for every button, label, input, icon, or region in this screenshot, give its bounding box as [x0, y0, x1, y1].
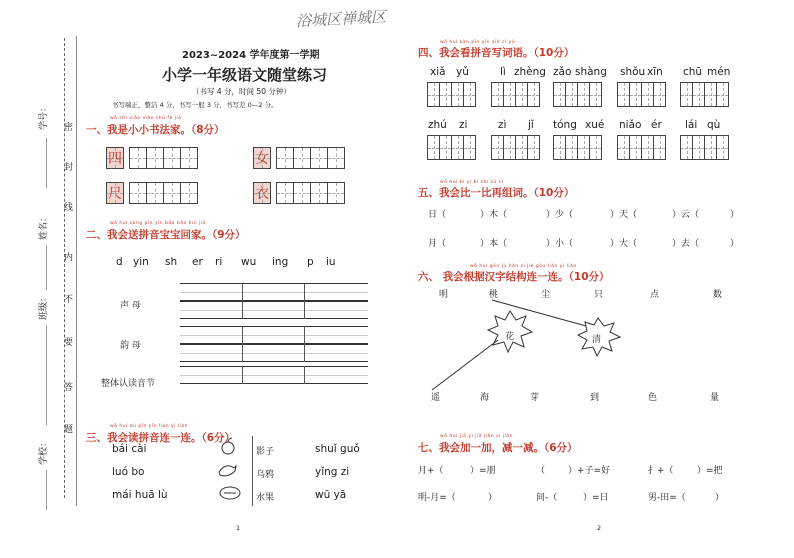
- handwritten-note: 浴城区禅城区: [295, 7, 387, 31]
- structure-char: 到: [590, 393, 600, 403]
- model-char: 衣: [255, 186, 269, 202]
- compare-item: ）: [730, 210, 740, 220]
- chinese-word: 影子: [256, 447, 275, 457]
- word-writing-grid[interactable]: [617, 82, 665, 107]
- math-word-item: ）: [488, 493, 498, 503]
- section-4-ruby: wǒ huì kàn pīn yīn xiě cí yǔ: [440, 40, 516, 45]
- writing-grid[interactable]: [253, 182, 344, 204]
- model-char: 女: [255, 151, 269, 167]
- section-5-ruby: wǒ huì bǐ yi bǐ zài zǔ cí: [440, 180, 504, 185]
- compare-item: ）天（: [610, 210, 638, 220]
- pinyin-word: shuǐ guǒ: [315, 443, 360, 455]
- student-number-label: 学号：: [39, 102, 49, 130]
- pinyin-syllable: shàng: [575, 66, 607, 78]
- seal-char: 内: [64, 253, 74, 263]
- section-1-ruby: wǒ shì xiǎo xiǎo shū fǎ jiā: [110, 116, 182, 121]
- section-2-heading: 二、我会送拼音宝宝回家。（9分）: [86, 229, 246, 241]
- school-year: 2023~2024 学年度第一学期: [182, 50, 320, 61]
- page-subtitle: （书写 4 分，时间 50 分钟）: [192, 87, 291, 96]
- word-writing-grid[interactable]: [553, 82, 601, 107]
- seal-char: 封: [64, 163, 74, 173]
- compare-item: 日（: [428, 210, 447, 220]
- structure-char: 只: [594, 290, 604, 300]
- structure-char: 色: [648, 393, 658, 403]
- compare-item: ）去（: [672, 239, 700, 249]
- section-2-ruby: wǒ huì sòng pīn yīn bǎo bǎo huí jiā: [110, 221, 206, 226]
- pinyin-word: wū yā: [315, 489, 347, 501]
- compare-item: 月（: [428, 239, 447, 249]
- pinyin-item: wu: [241, 256, 257, 268]
- word-writing-grid[interactable]: [427, 135, 475, 160]
- pinyin-item: sh: [165, 256, 178, 268]
- writing-grid[interactable]: [106, 182, 197, 204]
- connect-lines: [420, 296, 750, 400]
- structure-star-char: 清: [592, 335, 602, 345]
- pinyin-item: yin: [133, 256, 149, 268]
- pinyin-word: mái huā lù: [112, 489, 168, 501]
- seal-char: 答: [64, 383, 74, 393]
- math-word-item: （: [536, 466, 546, 476]
- scoring-note: 书写端正，整洁 4 分，书写一般 3 分，书写差 0—2 分。: [112, 101, 278, 109]
- pinyin-syllable: tóng: [553, 119, 577, 131]
- pinyin-syllable: chū: [683, 66, 703, 78]
- pinyin-syllable: zhú: [428, 119, 447, 131]
- pinyin-syllable: jǐ: [528, 119, 534, 131]
- math-word-item: 间-（: [536, 493, 558, 503]
- math-word-item: ）=把: [697, 466, 723, 476]
- word-writing-grid[interactable]: [553, 135, 601, 160]
- name-label: 姓名：: [39, 212, 49, 240]
- shadow-picture: [218, 484, 242, 506]
- seal-char: 题: [64, 425, 74, 435]
- math-word-item: ）=日: [583, 493, 609, 503]
- math-word-item: 月+（: [418, 466, 444, 476]
- math-word-item: 男-田=（: [648, 493, 686, 503]
- pinyin-syllable: lái: [685, 119, 698, 131]
- math-word-item: 扌+（: [648, 466, 674, 476]
- initials-answer-lines[interactable]: [180, 283, 368, 301]
- section-3-ruby: wǒ huì dú pīn yīn lián yi lián: [110, 424, 188, 429]
- finals-answer-lines[interactable]: [180, 344, 368, 362]
- word-writing-grid[interactable]: [617, 135, 665, 160]
- whole-syllables-label: 整体认读音节: [101, 379, 156, 389]
- pinyin-syllable: zǎo: [553, 66, 572, 78]
- math-word-item: 明-月=（: [418, 493, 456, 503]
- word-writing-grid[interactable]: [491, 82, 539, 107]
- compare-item: ）小（: [546, 239, 574, 249]
- school-label: 学校：: [39, 437, 49, 465]
- crow-picture: [216, 460, 238, 484]
- section-7-heading: 七、我会加一加，减一减。（6分）: [418, 442, 578, 454]
- page-title: 小学一年级语文随堂练习: [162, 66, 328, 84]
- math-word-item: ）=朋: [470, 466, 496, 476]
- section-1-heading: 一、我是小小书法家。（8分）: [86, 124, 225, 136]
- section-7-ruby: wǒ huì jiā yi jiā jiǎn yi jiǎn: [440, 434, 513, 439]
- pinyin-syllable: qù: [707, 119, 721, 131]
- structure-char: 尘: [541, 290, 551, 300]
- seal-char: 不: [64, 295, 74, 305]
- pinyin-syllable: zhèng: [514, 66, 546, 78]
- word-writing-grid[interactable]: [491, 135, 539, 160]
- pinyin-syllable: zì: [498, 119, 507, 131]
- structure-char: 桃: [489, 290, 499, 300]
- structure-char: 明: [439, 290, 449, 300]
- class-label: 班级：: [39, 292, 49, 320]
- word-writing-grid[interactable]: [680, 135, 728, 160]
- compare-item: ）云（: [672, 210, 700, 220]
- compare-item: ）少（: [546, 210, 574, 220]
- page-number: 1: [236, 524, 241, 532]
- whole-syllables-answer-lines[interactable]: [180, 366, 368, 384]
- pinyin-syllable: mén: [707, 66, 731, 78]
- structure-char: 芽: [530, 393, 540, 403]
- pinyin-syllable: yǔ: [456, 66, 469, 78]
- writing-grid[interactable]: [106, 147, 197, 169]
- chinese-word: 乌鸦: [256, 470, 275, 480]
- pinyin-syllable: ér: [651, 119, 662, 131]
- structure-char: 遥: [431, 393, 441, 403]
- seal-char: 线: [64, 203, 74, 213]
- structure-char: 点: [650, 290, 660, 300]
- structure-char: 海: [480, 393, 490, 403]
- word-writing-grid[interactable]: [680, 82, 728, 107]
- initials-answer-lines[interactable]: [180, 301, 368, 319]
- pinyin-item: er: [192, 256, 203, 268]
- model-char: 四: [108, 151, 122, 167]
- binding-solid-line: [76, 36, 77, 506]
- math-word-item: ）+子=好: [568, 466, 611, 476]
- pinyin-syllable: niǎo: [619, 119, 642, 131]
- pinyin-syllable: lì: [500, 66, 506, 78]
- pinyin-item: d: [116, 256, 123, 268]
- pinyin-item: p: [307, 256, 314, 268]
- structure-char: 量: [710, 393, 720, 403]
- seal-char: 要: [64, 338, 74, 348]
- pinyin-item: ri: [215, 256, 223, 268]
- model-char: 尺: [108, 186, 122, 202]
- pinyin-syllable: xué: [585, 119, 605, 131]
- pinyin-syllable: xīn: [647, 66, 663, 78]
- compare-item: ）本（: [480, 239, 508, 249]
- word-writing-grid[interactable]: [427, 82, 475, 107]
- seal-char: 密: [64, 123, 74, 133]
- compare-item: ）: [730, 239, 740, 249]
- pinyin-syllable: shǒu: [620, 66, 646, 78]
- structure-char: 数: [713, 290, 723, 300]
- finals-label: 韵 母: [120, 341, 141, 351]
- pinyin-word: bái cài: [112, 443, 147, 455]
- compare-item: ）大（: [610, 239, 638, 249]
- section-6-heading: 六、 我会根据汉字结构连一连。（10分）: [418, 271, 610, 283]
- pinyin-item: iu: [326, 256, 336, 268]
- pinyin-syllable: zi: [459, 119, 468, 131]
- pinyin-syllable: xiǎ: [430, 66, 446, 78]
- section-4-heading: 四、我会看拼音写词语。（10分）: [418, 47, 575, 59]
- math-word-item: ）: [715, 493, 725, 503]
- pinyin-item: ing: [272, 256, 289, 268]
- section-3-heading: 三、我会读拼音连一连。（6分）: [86, 432, 236, 444]
- structure-star-char: 花: [505, 332, 515, 342]
- pinyin-word: luó bo: [112, 466, 145, 478]
- page-number: 2: [597, 524, 602, 532]
- fruit-picture: [220, 437, 236, 459]
- writing-grid[interactable]: [253, 147, 344, 169]
- section-5-heading: 五、我会比一比再组词。（10分）: [418, 187, 575, 199]
- initials-label: 声 母: [120, 301, 141, 311]
- finals-answer-lines[interactable]: [180, 326, 368, 344]
- pinyin-word: yǐng zi: [315, 466, 350, 478]
- chinese-word: 水果: [256, 493, 275, 503]
- compare-item: ）木（: [480, 210, 508, 220]
- section-6-ruby: wǒ huì gēn jù hàn zì jié gòu lián yi lián: [470, 264, 577, 269]
